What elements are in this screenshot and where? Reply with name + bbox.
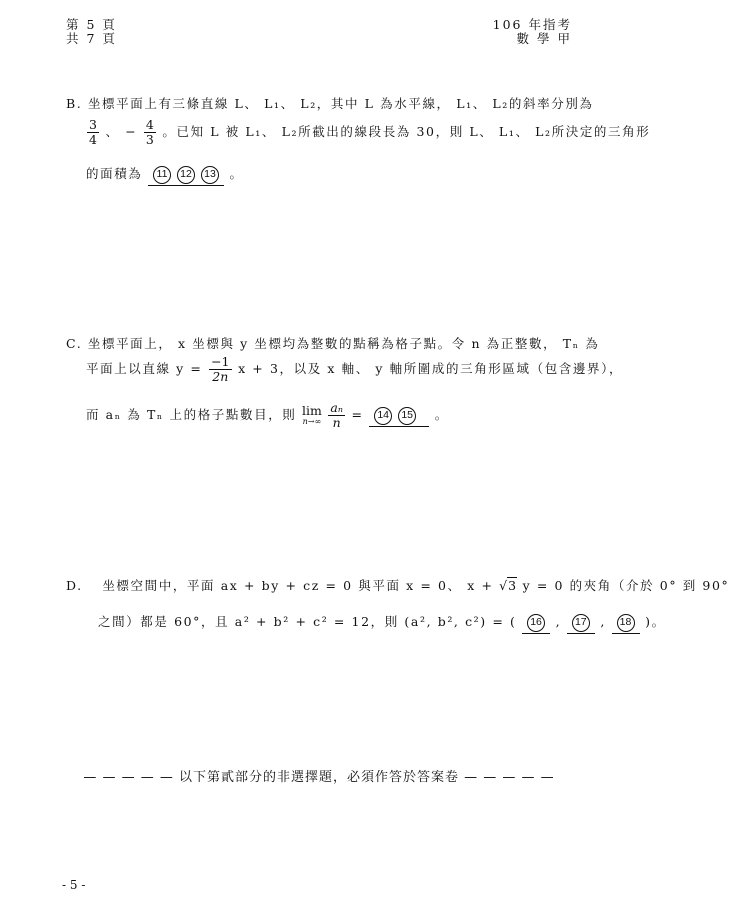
plane-2-right: y = 0 的夾角（介於 0° 到 90° — [522, 578, 729, 593]
answer-16: 16 — [527, 614, 545, 632]
sqrt-3: √3 — [499, 578, 517, 593]
limit-operator: lim n→∞ — [301, 402, 322, 426]
exam-subject: 數 學 甲 — [516, 31, 572, 46]
answer-13: 13 — [201, 166, 219, 184]
problem-c-text-2a: 平面上以直線 y = — [86, 361, 203, 376]
page-total: 共 7 頁 — [66, 31, 117, 46]
answer-15: 15 — [398, 407, 416, 425]
page-indicator — [66, 18, 117, 46]
problem-c-text-2b: x + 3，以及 x 軸、 y 軸所圍成的三角形區域（包含邊界）， — [238, 361, 624, 376]
problem-d-end: )。 — [645, 614, 666, 629]
problem-d-text-1: 坐標空間中，平面 ax + by + cz = 0 與平面 x = 0、 — [102, 578, 462, 593]
problem-c-end: 。 — [434, 407, 449, 422]
problem-b-text-2: 。已知 L 被 L₁、 L₂所截出的線段長為 30，則 L、 L₁、 L₂所決定的三角形 — [162, 124, 651, 139]
problem-d-text-2: 之間）都是 60°，且 a² + b² + c² = 12，則 (a², b², c²) = ( — [98, 614, 517, 629]
answer-blank-18[interactable] — [612, 614, 640, 634]
problem-b-text-1: 坐標平面上有三條直線 — [87, 96, 229, 111]
section-divider: — — — — — 以下第貳部分的非選擇題，必須作答於答案卷 — — — — — — [83, 770, 555, 785]
problem-c-text-3: 而 aₙ 為 Tₙ 上的格子點數目，則 — [86, 407, 297, 422]
answer-14: 14 — [374, 407, 392, 425]
answer-blank-17[interactable] — [567, 614, 595, 634]
problem-b-label: B. — [66, 96, 83, 111]
line-slope-fraction: $\frac{-1}{2n}$ — [211, 354, 230, 384]
answer-blank-16[interactable] — [522, 614, 550, 634]
problem-c-text-1: 坐標平面上， x 坐標與 y 坐標均為整數的點稱為格子點。令 n 為正整數， Tₙ 為 — [87, 336, 600, 351]
limit-fraction: $\frac{\text{aₙ}}{n}$ — [330, 400, 343, 430]
exam-title — [493, 18, 572, 46]
answer-blank-c[interactable] — [369, 407, 429, 427]
slope-fraction-1: $\frac{3}{4}$ — [89, 117, 97, 147]
page-current: 第 5 頁 — [66, 17, 117, 32]
slope-fraction-2: $\frac{4}{3}$ — [145, 117, 154, 147]
problem-d-label: D. — [66, 578, 83, 593]
answer-blank-b[interactable] — [148, 166, 224, 186]
problem-c-label: C. — [66, 336, 83, 351]
problem-b-text-3: 的面積為 — [86, 166, 143, 181]
problem-b-lines: L、 L₁、 L₂，其中 L 為水平線， L₁、 L₂的斜率分別為 — [234, 96, 594, 111]
answer-18: 18 — [617, 614, 635, 632]
plane-2-left: x + — [467, 578, 494, 593]
answer-11: 11 — [153, 166, 171, 184]
exam-year: 106 年指考 — [492, 17, 572, 32]
answer-17: 17 — [572, 614, 590, 632]
answer-12: 12 — [177, 166, 195, 184]
page-number: - 5 - — [62, 878, 86, 892]
